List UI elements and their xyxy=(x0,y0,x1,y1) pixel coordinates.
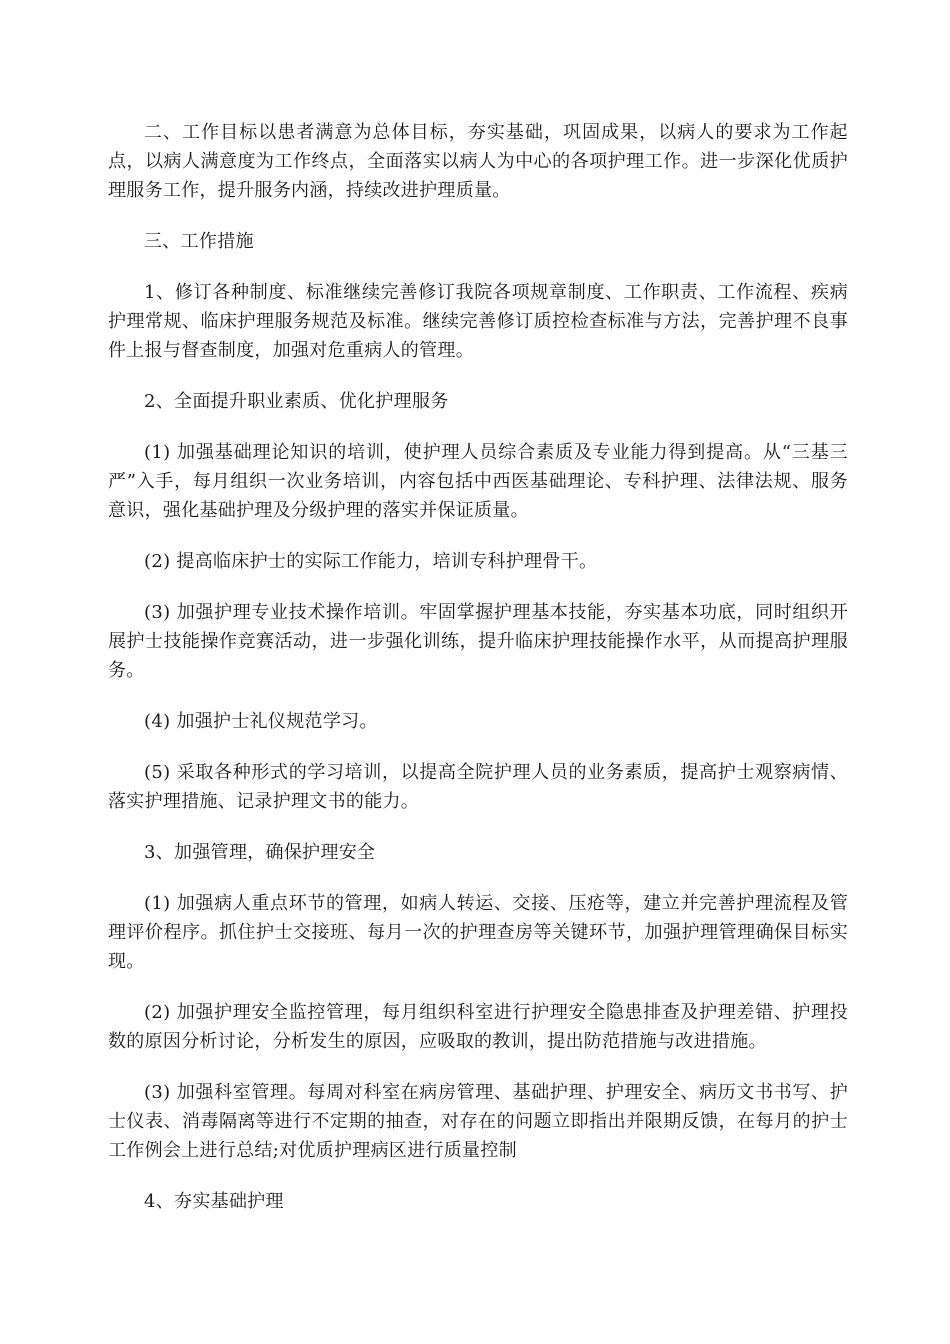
heading-work-measures: 三、工作措施 xyxy=(144,231,254,252)
paragraph-item-1-training: (1) 加强基础理论知识的培训，使护理人员综合素质及专业能力得到提高。从“三基三严”入手，每月组织一次业务培训，内容包括中西医基础理论、专科护理、法律法规、服务意识，强化基础护理及分级护理的落实并保证质量。 xyxy=(108,442,848,521)
paragraph-mgmt-item-2: (2) 加强护理安全监控管理，每月组织科室进行护理安全隐患排查及护理差错、护理投数的原因分析讨论，分析发生的原因，应吸取的教训，提出防范措施与改进措施。 xyxy=(108,1002,848,1052)
heading-strengthen-management: 3、加强管理，确保护理安全 xyxy=(144,842,376,863)
paragraph-item-4-etiquette: (4) 加强护士礼仪规范学习。 xyxy=(144,711,378,732)
paragraph-mgmt-item-3: (3) 加强科室管理。每周对科室在病房管理、基础护理、护理安全、病历文书书写、护士仪表、消毒隔离等进行不定期的抽查，对存在的问题立即指出并限期反馈，在每月的护士工作例会上进行总结;对优质护理病区进行质量控制 xyxy=(108,1082,848,1161)
paragraph-revise-systems: 1、修订各种制度、标准继续完善修订我院各项规章制度、工作职责、工作流程、疾病护理常规、临床护理服务规范及标准。继续完善修订质控检查标准与方法，完善护理不良事件上报与督查制度，加强对危重病人的管理。 xyxy=(108,282,848,361)
heading-improve-quality: 2、全面提升职业素质、优化护理服务 xyxy=(144,391,449,412)
heading-basic-nursing: 4、夯实基础护理 xyxy=(144,1191,284,1212)
paragraph-item-3-skills: (3) 加强护理专业技术操作培训。牢固掌握护理基本技能，夯实基本功底，同时组织开展护士技能操作竞赛活动，进一步强化训练，提升临床护理技能操作水平，从而提高护理服务。 xyxy=(108,602,848,681)
paragraph-item-2-ability: (2) 提高临床护士的实际工作能力，培训专科护理骨干。 xyxy=(144,551,598,572)
paragraph-mgmt-item-1: (1) 加强病人重点环节的管理，如病人转运、交接、压疮等，建立并完善护理流程及管理评价程序。抓住护士交接班、每月一次的护理查房等关键环节，加强护理管理确保目标实现。 xyxy=(108,893,848,972)
document-page xyxy=(108,118,848,1238)
paragraph-item-5-study: (5) 采取各种形式的学习培训，以提高全院护理人员的业务素质，提高护士观察病情、落实护理措施、记录护理文书的能力。 xyxy=(108,762,848,812)
paragraph-work-goal: 二、工作目标以患者满意为总体目标，夯实基础，巩固成果，以病人的要求为工作起点，以病人满意度为工作终点，全面落实以病人为中心的各项护理工作。进一步深化优质护理服务工作，提升服务内涵，持续改进护理质量。 xyxy=(108,122,848,201)
